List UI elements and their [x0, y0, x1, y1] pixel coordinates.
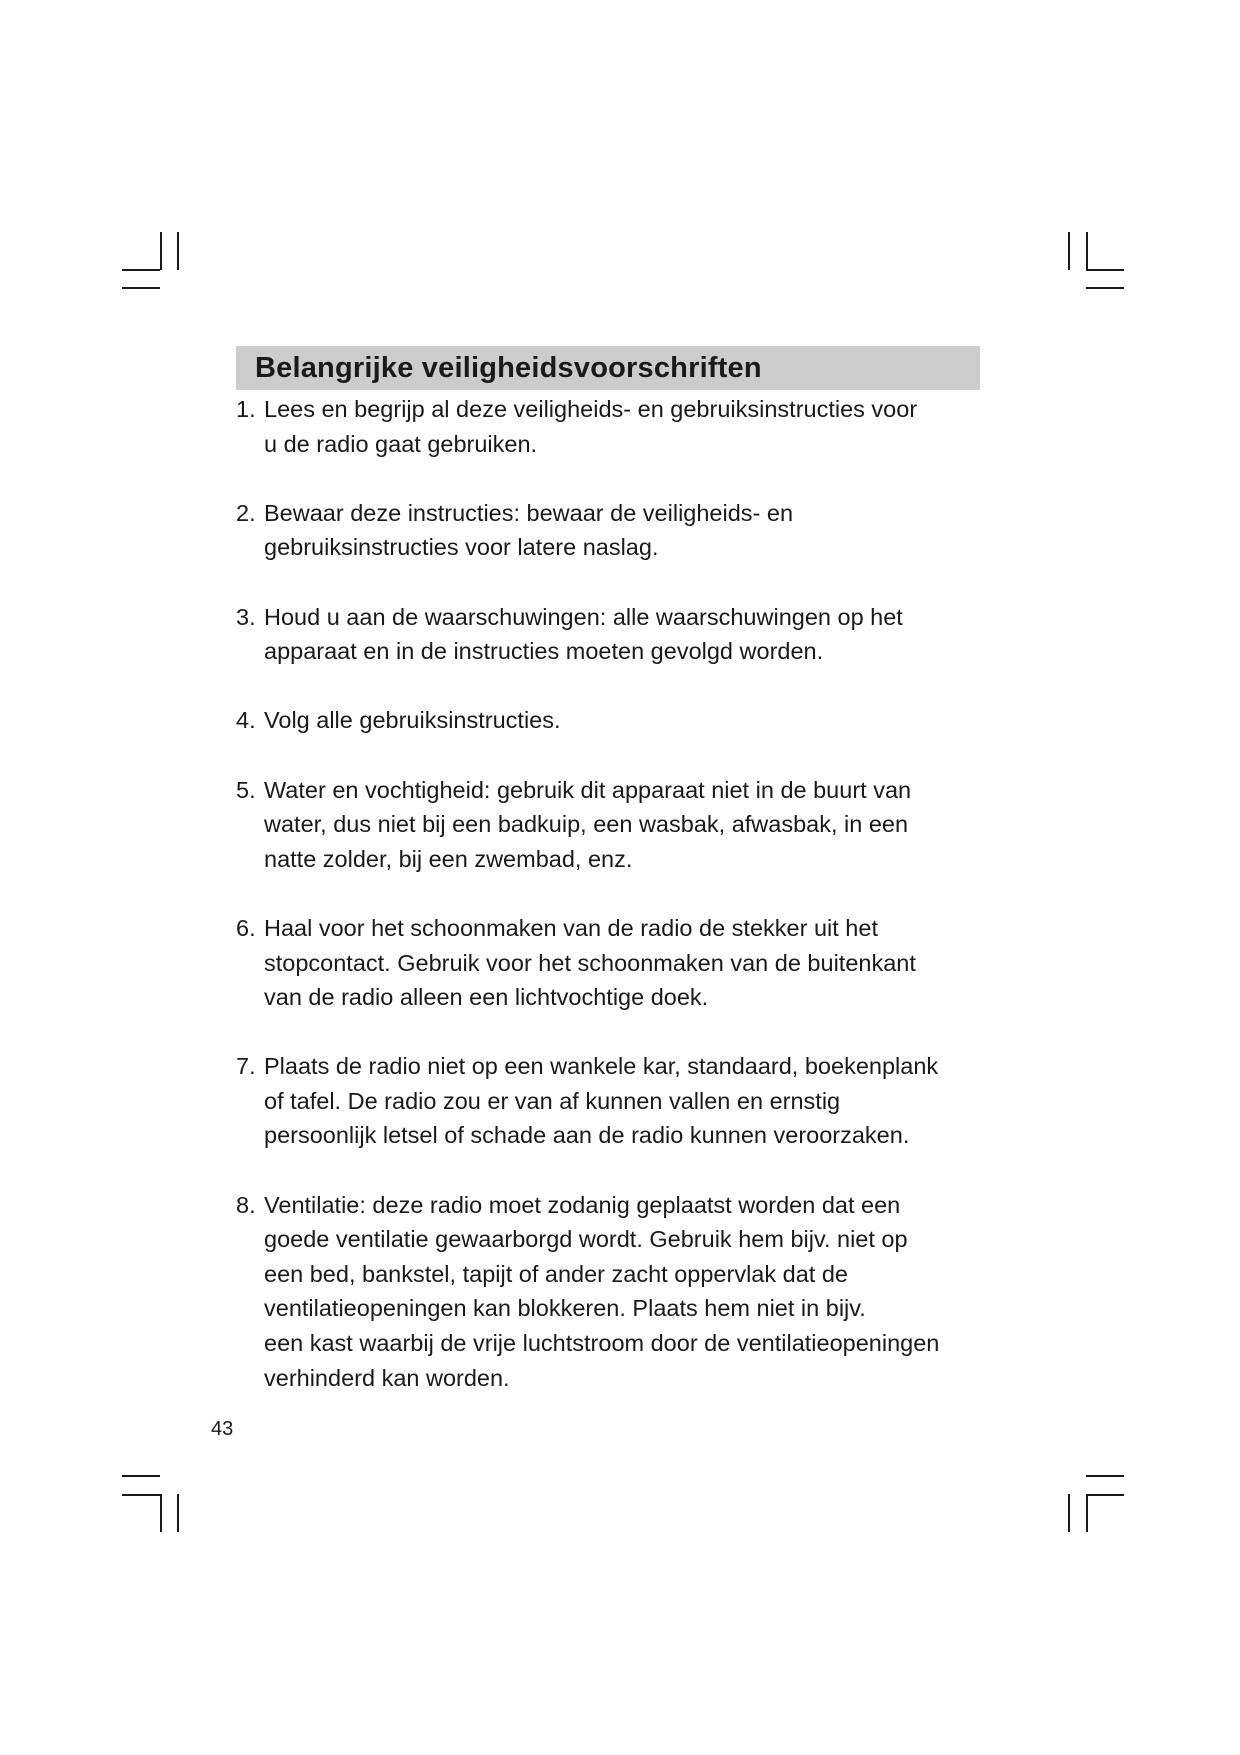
item-line: Houd u aan de waarschuwingen: alle waarschuwingen op het	[264, 603, 903, 630]
crop-mark-top-left-vertical-2	[177, 232, 179, 270]
crop-mark-bottom-right-vertical-1	[1068, 1494, 1070, 1532]
crop-mark-bottom-left-vertical-2	[177, 1494, 179, 1532]
item-text	[264, 703, 561, 738]
list-item	[236, 773, 996, 877]
item-number: 3.	[236, 603, 256, 630]
item-line: stopcontact. Gebruik voor het schoonmaken van de buitenkant	[264, 949, 916, 976]
crop-mark-bottom-right-vertical-2	[1086, 1494, 1088, 1532]
item-line: van de radio alleen een lichtvochtige doek.	[264, 984, 709, 1011]
crop-mark-top-right-vertical-1	[1068, 232, 1070, 270]
item-number: 6.	[236, 914, 256, 941]
heading-bar	[236, 346, 980, 390]
item-line: goede ventilatie gewaarborgd wordt. Gebruik hem bijv. niet op	[264, 1226, 908, 1253]
item-text	[264, 600, 903, 669]
crop-mark-top-right-horizontal-1	[1086, 269, 1124, 271]
item-line: gebruiksinstructies voor latere naslag.	[264, 534, 659, 561]
item-number: 2.	[236, 499, 256, 526]
item-text	[264, 392, 917, 461]
item-number: 5.	[236, 776, 256, 803]
item-number: 7.	[236, 1053, 256, 1080]
item-line: Lees en begrijp al deze veiligheids- en gebruiksinstructies voor	[264, 396, 918, 422]
item-line: water, dus niet bij een badkuip, een wasbak, afwasbak, in een	[264, 811, 909, 838]
crop-mark-bottom-left-horizontal-2	[122, 1494, 160, 1496]
item-line: u de radio gaat gebruiken.	[264, 430, 538, 457]
item-line: verhinderd kan worden.	[264, 1364, 510, 1391]
item-number: 4.	[236, 707, 256, 734]
list-item	[236, 703, 996, 738]
item-line: of tafel. De radio zou er van af kunnen vallen en ernstig	[264, 1087, 841, 1114]
item-line: apparaat en in de instructies moeten gevolgd worden.	[264, 638, 824, 665]
list-item	[236, 496, 996, 565]
crop-mark-top-left-horizontal-2	[122, 287, 160, 289]
item-line: Plaats de radio niet op een wankele kar, standaard, boekenplank	[264, 1053, 939, 1080]
page-title: Belangrijke veiligheidsvoorschriften	[255, 352, 762, 384]
item-line: Ventilatie: deze radio moet zodanig geplaatst worden dat een	[264, 1191, 901, 1218]
list-item	[236, 1188, 996, 1396]
crop-mark-bottom-right-horizontal-2	[1086, 1494, 1124, 1496]
crop-mark-top-right-vertical-2	[1086, 232, 1088, 270]
list-item	[236, 392, 996, 461]
item-line: een bed, bankstel, tapijt of ander zacht oppervlak dat de	[264, 1260, 848, 1287]
crop-mark-top-right-horizontal-2	[1086, 287, 1124, 289]
item-number: 1.	[236, 396, 256, 422]
item-text	[264, 496, 793, 565]
item-text	[264, 1188, 939, 1396]
item-text	[264, 773, 911, 877]
item-line: natte zolder, bij een zwembad, enz.	[264, 845, 633, 872]
page-number: 43	[211, 1418, 234, 1440]
crop-mark-top-left-vertical-1	[160, 232, 162, 270]
crop-mark-bottom-left-vertical-1	[160, 1494, 162, 1532]
list-item	[236, 1049, 996, 1153]
item-line: Bewaar deze instructies: bewaar de veiligheids- en	[264, 499, 794, 526]
crop-mark-top-left-horizontal-1	[122, 269, 160, 271]
item-number: 8.	[236, 1191, 256, 1218]
list-item	[236, 911, 996, 1015]
item-line: Water en vochtigheid: gebruik dit apparaat niet in de buurt van	[264, 776, 912, 803]
crop-mark-bottom-right-horizontal-1	[1086, 1475, 1124, 1477]
crop-mark-bottom-left-horizontal-1	[122, 1475, 160, 1477]
item-line: ventilatieopeningen kan blokkeren. Plaats hem niet in bijv.	[264, 1295, 866, 1322]
item-text	[264, 911, 916, 1015]
item-text	[264, 1049, 938, 1153]
item-line: Haal voor het schoonmaken van de radio de stekker uit het	[264, 914, 878, 941]
safety-instructions-list	[236, 392, 996, 1430]
item-line: persoonlijk letsel of schade aan de radio kunnen veroorzaken.	[264, 1122, 910, 1149]
list-item	[236, 600, 996, 669]
item-line: een kast waarbij de vrije luchtstroom door de ventilatieopeningen	[264, 1330, 940, 1357]
item-line: Volg alle gebruiksinstructies.	[264, 707, 561, 734]
